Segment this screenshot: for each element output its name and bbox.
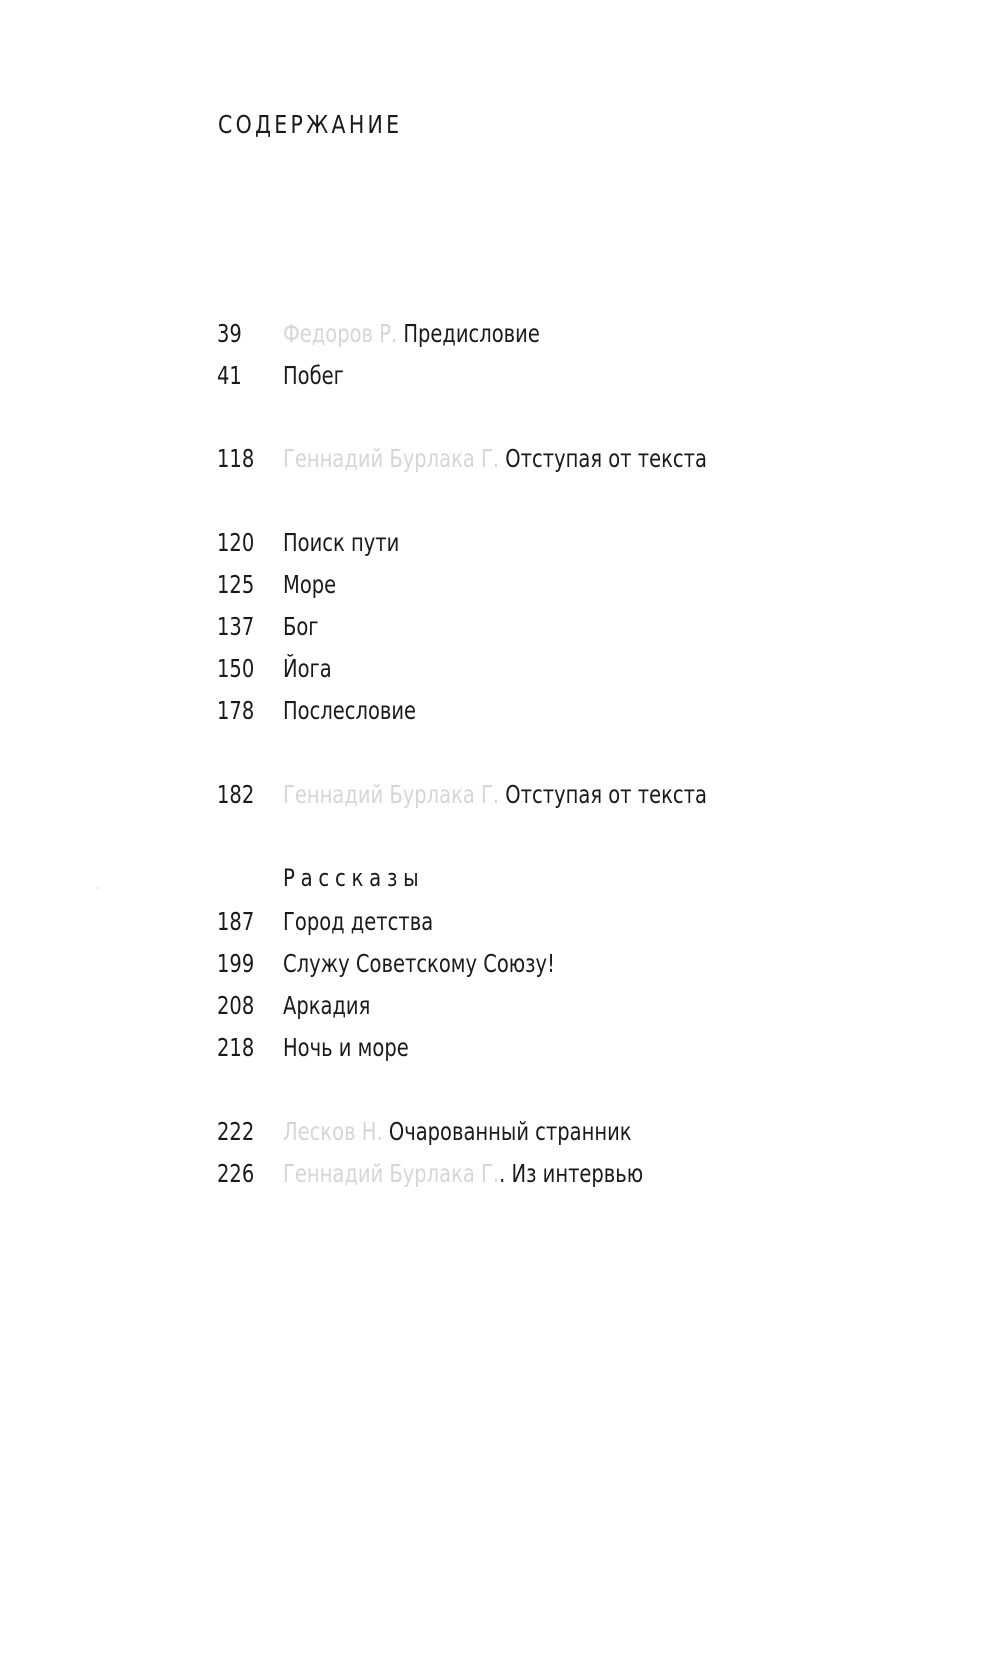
toc-entry [0,317,1000,351]
toc-title: Побег [283,361,344,390]
toc-title: Бог [283,612,319,641]
toc-title: Поиск пути [283,528,400,557]
page-title: СОДЕРЖАНИЕ [218,110,403,139]
toc-title: Очарованный странник [388,1117,632,1146]
toc-entry [0,610,1000,644]
toc-page-number: 39 [217,319,242,348]
toc-entry [0,526,1000,560]
toc-entry [0,947,1000,981]
toc-page-number: 226 [217,1159,255,1188]
toc-title: Послесловие [283,696,417,725]
toc-entry [0,359,1000,393]
toc-author: Федоров Р. [283,319,398,348]
toc-page-number: 41 [217,361,242,390]
toc-page-number: 118 [217,444,255,473]
toc-title: Отступая от текста [505,780,707,809]
toc-entry-text [283,1115,632,1149]
toc-page-number: 182 [217,780,255,809]
toc-entry [0,905,1000,939]
toc-page-number: 150 [217,654,255,683]
toc-entry-text [283,317,540,351]
toc-entry [0,1031,1000,1065]
toc-entry [0,442,1000,476]
section-heading: Рассказы [283,864,425,892]
toc-entry-text [283,1157,643,1191]
toc-page-number: 137 [217,612,255,641]
toc-page-number: 187 [217,907,255,936]
toc-title: Предисловие [403,319,540,348]
toc-entry [0,989,1000,1023]
toc-title: . Из интервью [499,1159,644,1188]
toc-entry [0,1115,1000,1149]
toc-title: Аркадия [283,991,371,1020]
toc-page-number: 218 [217,1033,255,1062]
toc-entry [0,652,1000,686]
toc-page-number: 178 [217,696,255,725]
toc-title: Служу Советскому Союзу! [283,949,555,978]
scan-speck [97,887,99,889]
toc-author: Геннадий Бурлака Г. [283,444,500,473]
toc-title: Город детства [283,907,434,936]
toc-author: Геннадий Бурлака Г. [283,1159,500,1188]
toc-entry [0,1157,1000,1191]
toc-page-number: 208 [217,991,255,1020]
toc-page-number: 120 [217,528,255,557]
toc-title: Ночь и море [283,1033,409,1062]
toc-entry [0,778,1000,812]
toc-title: Йога [283,654,332,683]
toc-entry [0,568,1000,602]
toc-page-number: 125 [217,570,255,599]
toc-entry-text [283,442,707,476]
toc-page-number: 222 [217,1117,255,1146]
toc-entry-text [283,778,707,812]
toc-author: Лесков Н. [283,1117,383,1146]
toc-author: Геннадий Бурлака Г. [283,780,500,809]
toc-title: Море [283,570,337,599]
toc-entry [0,694,1000,728]
toc-title: Отступая от текста [505,444,707,473]
toc-page-number: 199 [217,949,255,978]
